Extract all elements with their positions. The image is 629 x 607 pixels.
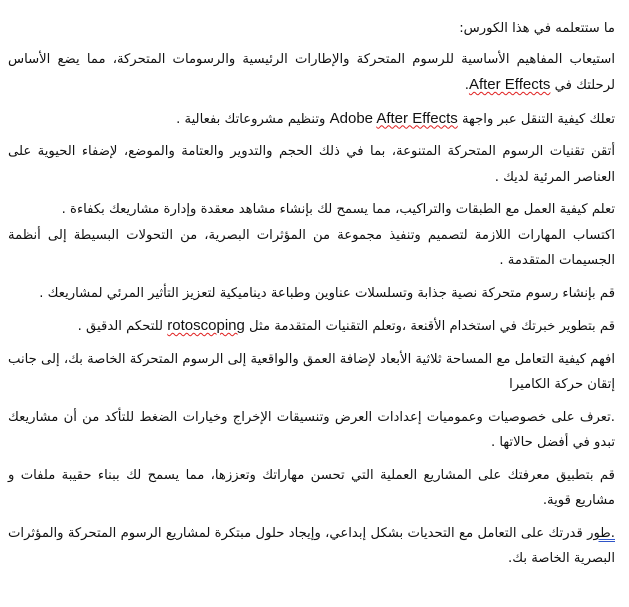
paragraph-animation-techniques: [8, 139, 615, 190]
paragraph-3d-space: [8, 347, 615, 398]
paragraph-creative-challenges: [8, 521, 615, 572]
heading-text: ما ستتعلمه في هذا الكورس:: [459, 21, 615, 36]
paragraph-text-end: للتحكم الدقيق .: [77, 319, 164, 334]
paragraph-period: .: [464, 78, 469, 93]
paragraph-text: استيعاب المفاهيم الأساسية للرسوم المتحركة والإطارات الرئيسية والرسومات المتحركة، مما يضع الأساس لرحلتك في: [8, 51, 615, 93]
paragraph-text: أتقن تقنيات الرسوم المتحركة المتنوعة، بما في ذلك الحجم والتدوير والعتامة والموضع، لإضفاء الحيوية على العناصر المرئية لديك .: [8, 144, 615, 185]
paragraph-text-end: وتنظيم مشروعاتك بفعالية .: [176, 111, 326, 127]
adobe-after-effects-term: [330, 110, 458, 127]
paragraph-text: قدرتك على التعامل مع التحديات بشكل إبداعي، وإيجاد حلول مبتكرة لمشاريع الرسوم المتحركة والمؤثرات البصرية الخاصة بك.: [8, 525, 615, 566]
paragraph-text: قم بتطوير خبرتك في استخدام الأقنعة ،وتعلم التقنيات المتقدمة مثل: [249, 319, 615, 334]
rotoscoping-term: rotoscoping: [167, 317, 245, 334]
page-heading: [8, 16, 615, 42]
paragraph-fundamentals: [8, 47, 615, 99]
paragraph-text-start: .طور: [587, 525, 615, 541]
paragraph-interface: [8, 106, 615, 133]
after-effects-term: After Effects: [376, 109, 458, 127]
paragraph-layers: [8, 197, 615, 223]
paragraph-visual-effects: [8, 223, 615, 274]
paragraph-masks: [8, 313, 615, 340]
paragraph-text: .تعرف على خصوصيات وعموميات إعدادات العرض وتنسيقات الإخراج وخيارات الضغط للتأكد من أن مشاريعك تبدو في أفضل حالاتها .: [8, 409, 615, 450]
paragraph-text: تعلم كيفية العمل مع الطبقات والتراكيب، مما يسمح لك بإنشاء مشاهد معقدة وإدارة مشاريعك بكفاءة .: [61, 202, 615, 217]
paragraph-text: قم بإنشاء رسوم متحركة نصية جذابة وتسلسلات عناوين وطباعة ديناميكية لتعزيز التأثير المرئي لمشاريعك .: [39, 285, 615, 301]
paragraph-text: قم بتطبيق معرفتك على المشاريع العملية التي تحسن مهاراتك وتعززها، مما يسمح لك ببناء حقيبة ملفات و مشاريع قوية.: [8, 467, 615, 508]
after-effects-term: After Effects: [468, 76, 551, 93]
paragraph-text-animation: [8, 281, 615, 307]
paragraph-text: افهم كيفية التعامل مع المساحة ثلاثية الأبعاد لإضافة العمق والواقعية إلى الرسوم المتحركة الخاصة بك، إلى جانب إتقان حركة الكاميرا: [8, 351, 615, 392]
paragraph-text: تعلك كيفية التنقل عبر واجهة: [461, 111, 615, 127]
adobe-term: Adobe: [329, 109, 373, 127]
paragraph-practical-projects: [8, 463, 615, 514]
paragraph-render-settings: [8, 405, 615, 456]
paragraph-text: اكتساب المهارات اللازمة لتصميم وتنفيذ مجموعة من المؤثرات البصرية، من التحولات البسيطة إلى أنظمة الجسيمات المتقدمة .: [8, 227, 615, 268]
